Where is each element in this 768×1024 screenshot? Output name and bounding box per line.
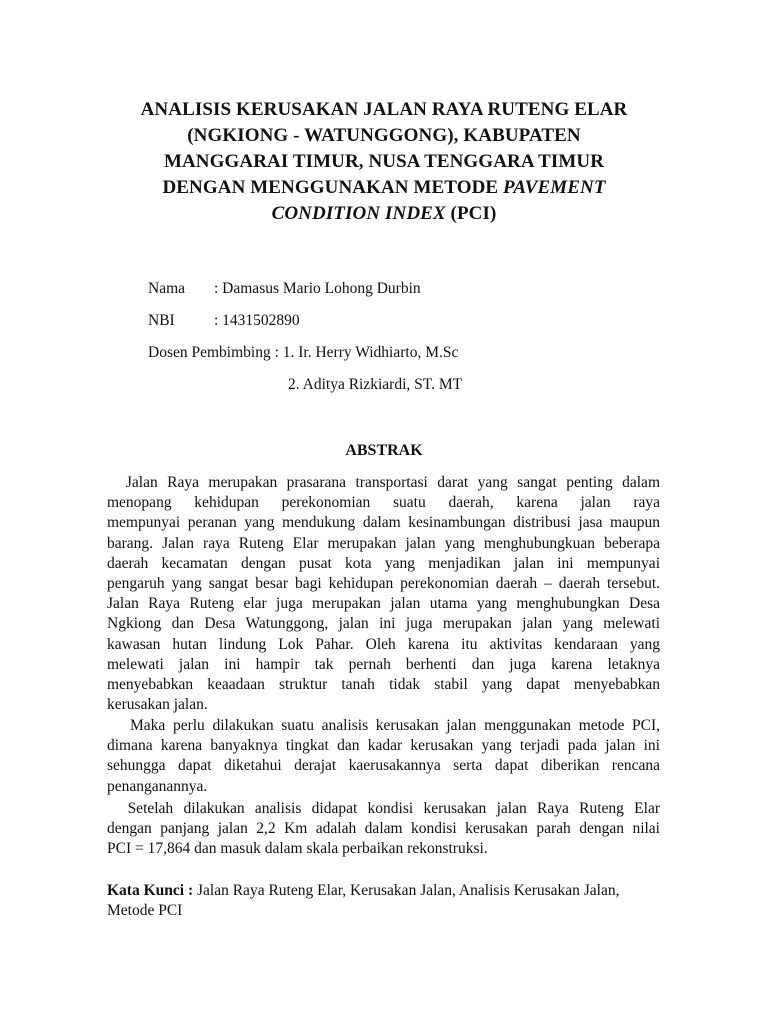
keywords-text: Jalan Raya Ruteng Elar, Kerusakan Jalan, Analisis Kerusakan Jalan, (193, 882, 620, 899)
p3-line: PCI = 17,864 dan masuk dalam skala perbaikan rekonstruksi. (107, 840, 488, 858)
abstrak-paragraph-1 (107, 473, 660, 715)
title-line-4 (100, 175, 668, 201)
p2-line: penanganannya. (107, 777, 208, 795)
p2-line: Maka perlu dilakukan suatu analisis kerusakan jalan menggunakan metode PCI, (107, 717, 660, 734)
title-line-5 (100, 201, 668, 227)
abstrak-heading: ABSTRAK (345, 442, 423, 459)
p1-line: melewati jalan ini hampir tak pernah berhenti dan juga karena letaknya (107, 655, 660, 673)
p2-line: dimana karena banyaknya tingkat dan kadar kerusakan yang terjadi pada jalan ini (107, 737, 660, 755)
p2-line: sehungga dapat diketahui derajat kaerusakannya serta dapat diberikan rencana (107, 757, 660, 775)
p1-line: menopang kehidupan perekonomian suatu daerah, karena jalan raya (107, 494, 660, 512)
title-line-4-italic: PAVEMENT (503, 177, 606, 198)
keywords-line-1 (107, 881, 660, 901)
paper-title (100, 97, 668, 227)
p1-line: pengaruh yang sangat besar bagi kehidupan perekonomian daerah – daerah tersebut. (107, 574, 660, 592)
keywords-line-2: Metode PCI (107, 902, 183, 920)
nbi-value: : 1431502890 (214, 312, 300, 329)
info-dosen-2: 2. Aditya Rizkiardi, ST. MT (288, 376, 463, 393)
info-nbi (148, 311, 300, 331)
p3-line: Setelah dilakukan analisis didapat kondisi kerusakan jalan Raya Ruteng Elar (107, 800, 660, 817)
title-line-4-prefix: DENGAN MENGGUNAKAN METODE (162, 177, 504, 198)
keywords (107, 881, 660, 921)
p1-line: Ngkiong dan Desa Watunggong, jalan ini juga merupakan jalan yang melewati (107, 615, 660, 633)
abstrak-paragraph-2 (107, 716, 660, 797)
p1-line: Jalan Raya Ruteng elar juga merupakan jalan utama yang menghubungkan Desa (107, 595, 660, 613)
abstrak-paragraph-3 (107, 799, 660, 860)
title-line-2: (NGKIONG - WATUNGGONG), KABUPATEN (187, 125, 581, 146)
p1-line: mempunyai peranan yang mendukung dalam kesinambungan distribusi jasa maupun (107, 514, 660, 532)
p1-line: kerusakan jalan. (107, 696, 208, 714)
title-line-1: ANALISIS KERUSAKAN JALAN RAYA RUTENG ELAR (140, 99, 628, 120)
p1-line: barang. Jalan raya Ruteng Elar merupakan jalan yang menghubungkuan beberapa (107, 534, 660, 552)
nama-value: : Damasus Mario Lohong Durbin (214, 280, 421, 297)
p1-line: Jalan Raya merupakan prasarana transportasi darat yang sangat penting dalam (107, 474, 660, 491)
nbi-label: NBI (148, 312, 175, 329)
p1-line: menyebabkan keaadaan struktur tanah tidak stabil yang dapat menyebabkan (107, 675, 660, 693)
keywords-label: Kata Kunci : (107, 882, 194, 899)
info-nama (148, 279, 421, 299)
title-line-5-italic: CONDITION INDEX (271, 203, 446, 224)
title-line-5-suffix: (PCI) (445, 203, 497, 224)
p1-line: kawasan hutan lindung Lok Pahar. Oleh karena itu aktivitas kendaraan yang (107, 635, 660, 653)
title-line-3: MANGGARAI TIMUR, NUSA TENGGARA TIMUR (163, 151, 605, 172)
nama-label: Nama (148, 280, 186, 297)
p3-line: dengan panjang jalan 2,2 Km adalah dalam kondisi kerusakan parah dengan nilai (107, 820, 660, 838)
p1-line: daerah kecamatan dengan pusat kota yang menjadikan jalan ini mempunyai (107, 554, 660, 572)
info-dosen-1: Dosen Pembimbing : 1. Ir. Herry Widhiarto, M.Sc (148, 344, 459, 361)
